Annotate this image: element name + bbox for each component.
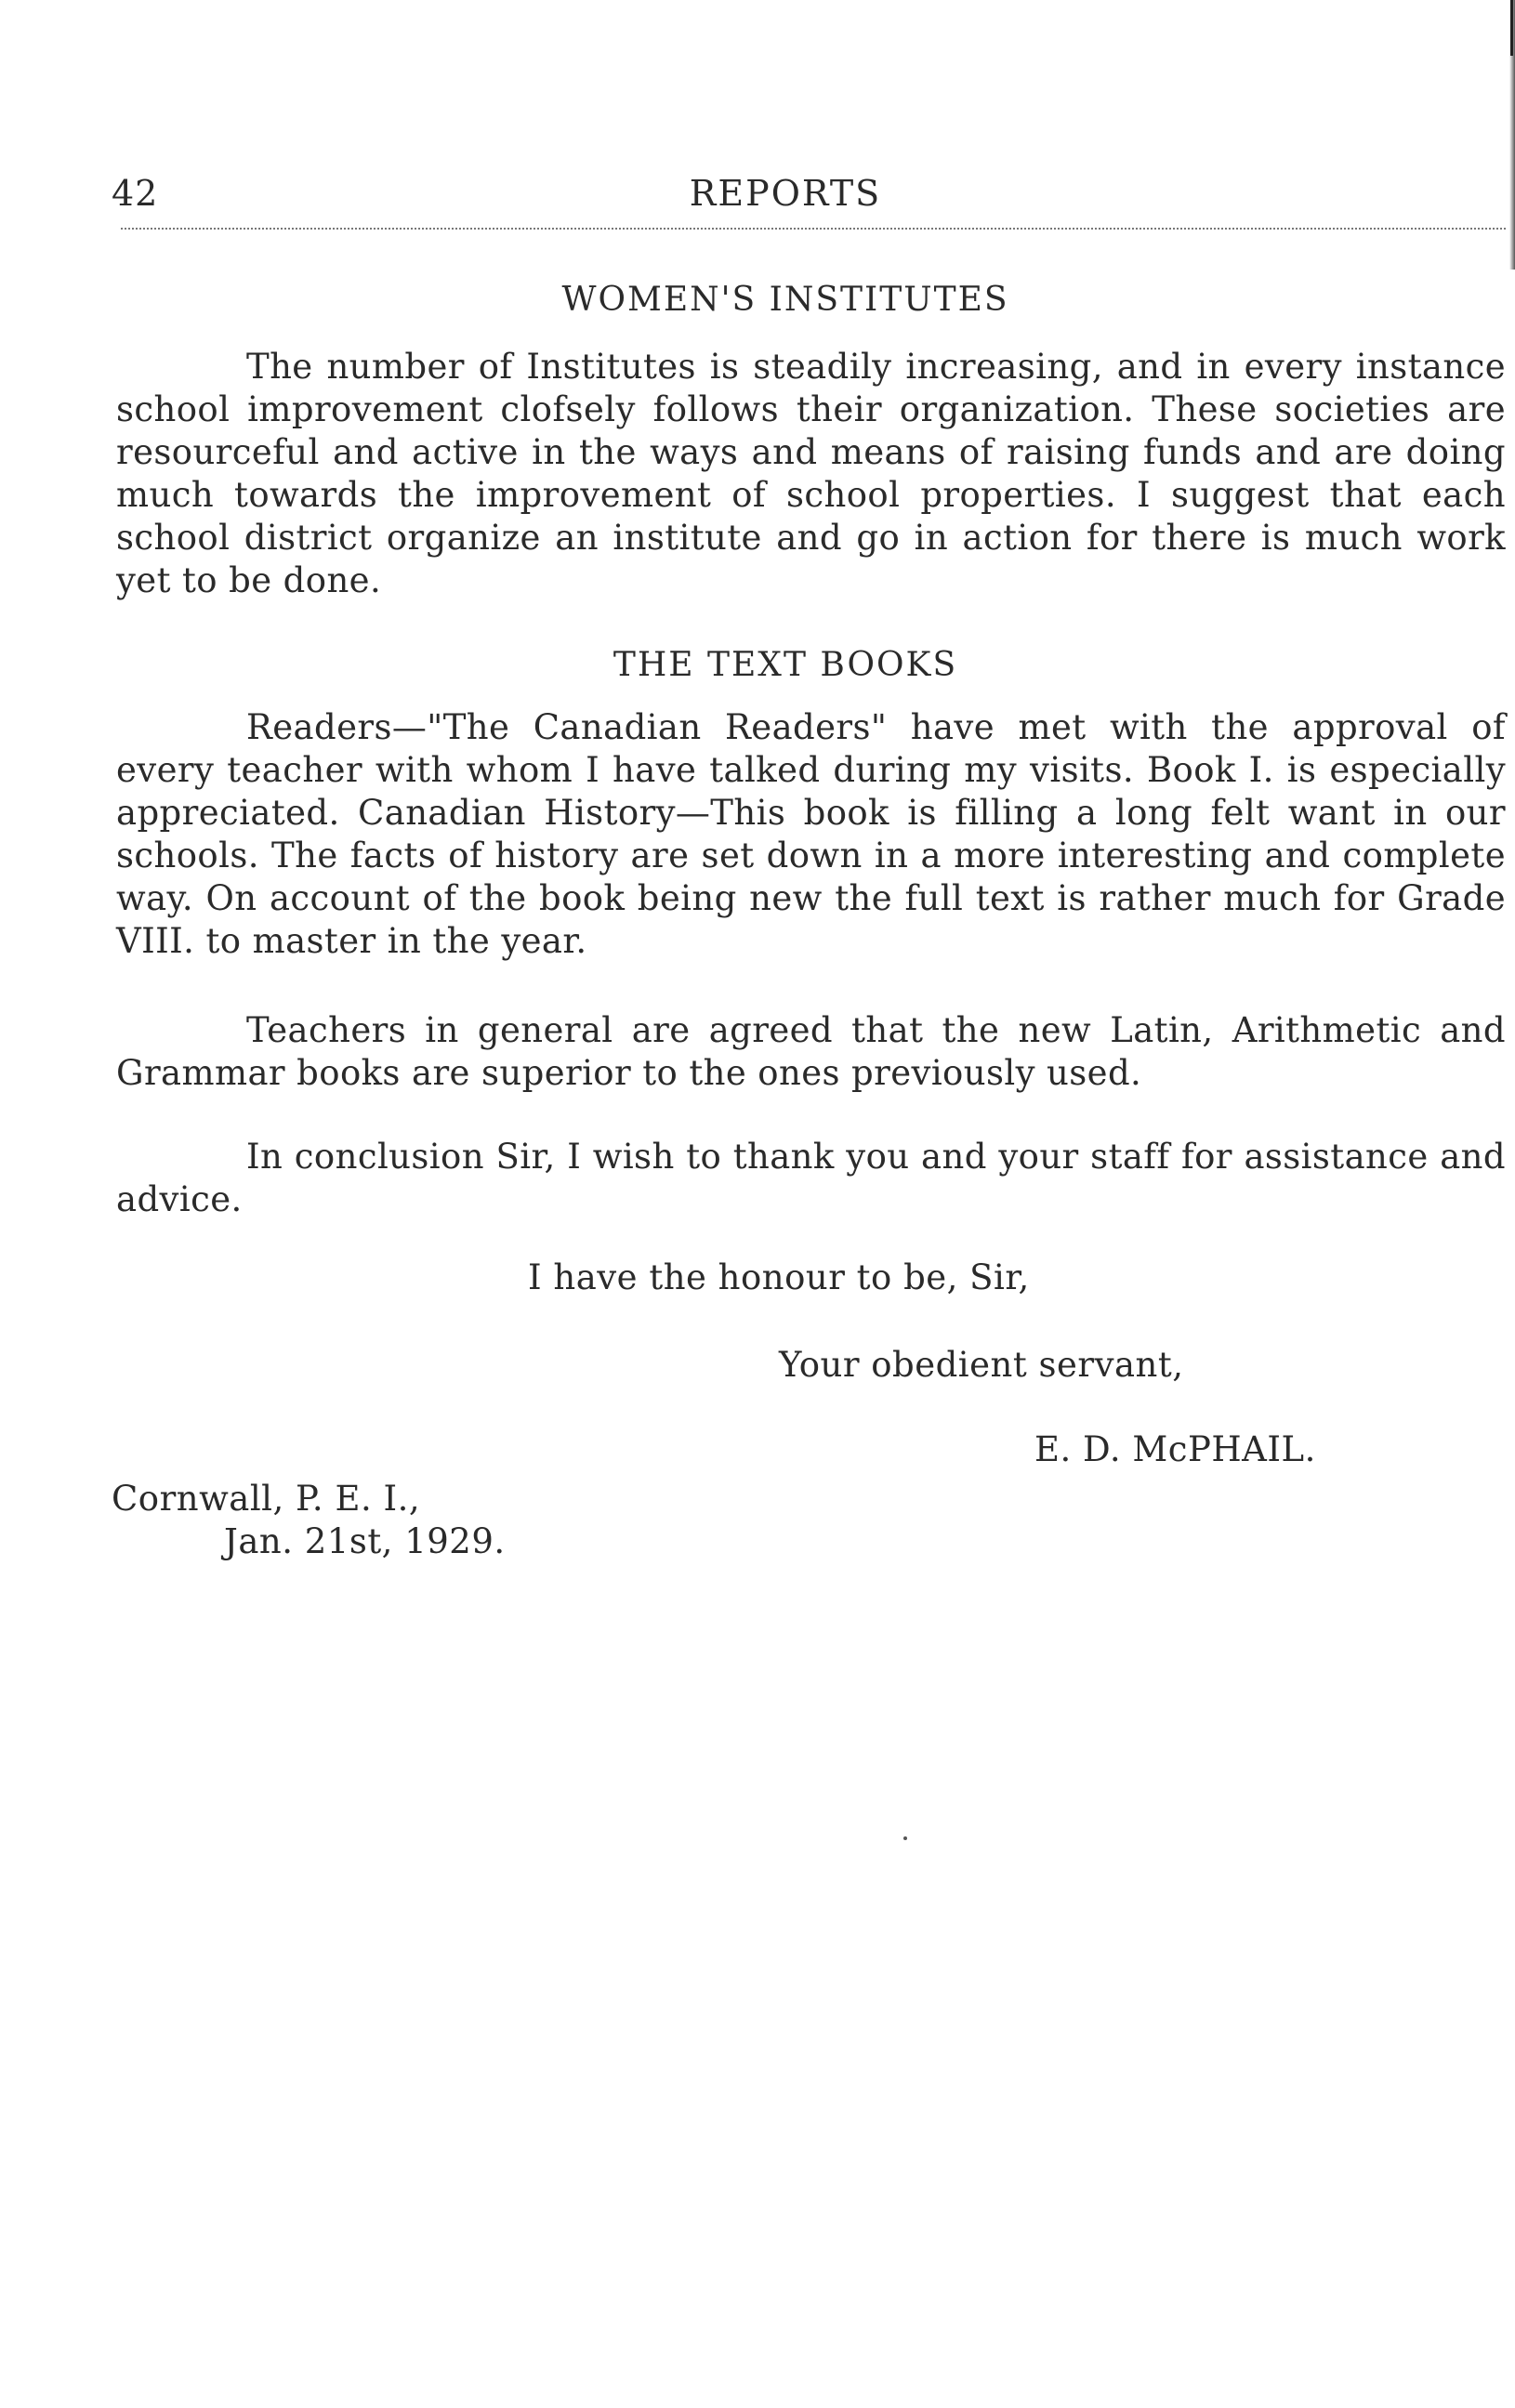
paragraph-conclusion: In conclusion Sir, I wish to thank you and your staff for assistance and advice. bbox=[116, 1137, 1506, 1219]
paragraph-womens-institutes: The number of Institutes is steadily increasing, and in every instance school improvement clofsely follows their organization. These societies are resourceful and active in the ways and means of raising funds and are doing much towards the improvement of school properties. I suggest that each school district organize an institute and go in action for there is much work yet to be done. bbox=[116, 347, 1506, 600]
page-number: 42 bbox=[112, 173, 159, 214]
page-edge-mark bbox=[1510, 0, 1513, 56]
section-heading-text-books: THE TEXT BOOKS bbox=[613, 646, 958, 684]
address-date: Jan. 21st, 1929. bbox=[224, 1521, 506, 1561]
signature: E. D. McPHAIL. bbox=[1034, 1429, 1316, 1469]
paragraph-readers: Readers—"The Canadian Readers" have met with the approval of every teacher with whom I have talked during my visits. Book I. is especially appreciated. Canadian History—This book is filling a long felt want in our schools. The facts of history are set down in a more interesting and complete way. On account of the book being new the full text is rather much for Grade VIII. to master in the year. bbox=[116, 707, 1506, 961]
paragraph-teachers: Teachers in general are agreed that the new Latin, Arithmetic and Grammar books are superior to the ones previously used. bbox=[116, 1010, 1506, 1093]
section-heading-womens-institutes: WOMEN'S INSTITUTES bbox=[561, 281, 1009, 319]
closing-servant: Your obedient servant, bbox=[779, 1345, 1184, 1385]
header-rule bbox=[121, 228, 1506, 230]
address-place: Cornwall, P. E. I., bbox=[112, 1479, 421, 1519]
running-head: REPORTS bbox=[689, 173, 882, 214]
print-speck bbox=[903, 1836, 907, 1840]
closing-line: I have the honour to be, Sir, bbox=[528, 1257, 1030, 1297]
